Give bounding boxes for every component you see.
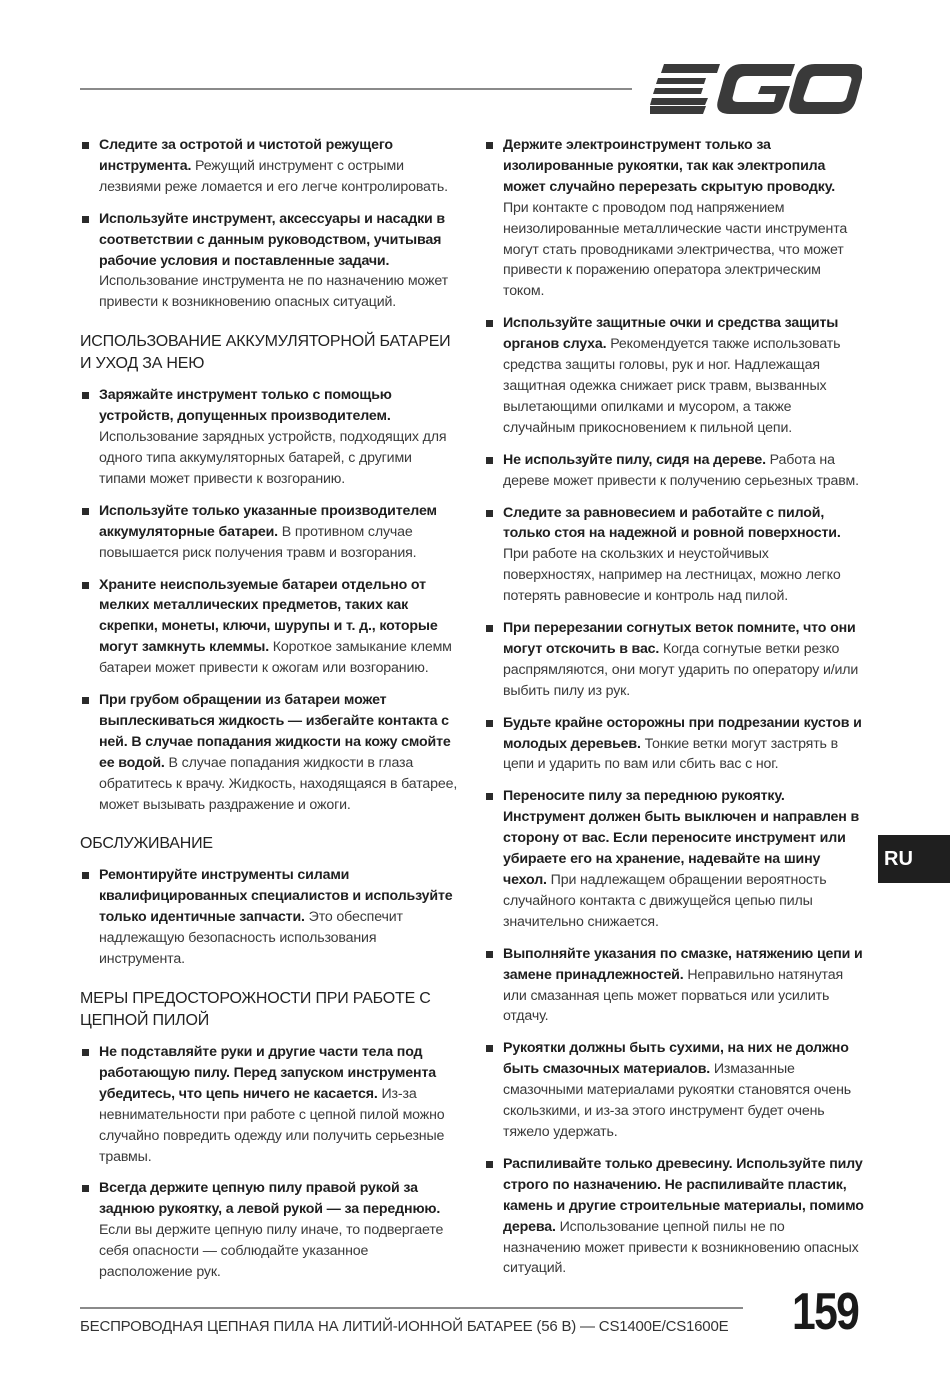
bullet-item [80,135,460,198]
bullet-item [484,503,864,608]
bullet-item [80,385,460,490]
bullet-body: При работе на скользких и неустойчивых поверхностях, например на лестницах, можно легко потерять равновесие и контроль над пилой. [503,546,841,605]
bullet-lead: Держите электроинструмент только за изолированные рукоятки, так как электропила может случайно перерезать скрытую проводку. [503,137,836,195]
bullet-body: Использование цепной пилы не по назначению может привести к возникновению опасных ситуаций. [503,1218,859,1277]
bullet-item [80,1042,460,1167]
left-column [80,135,460,1294]
bullet-body: При контакте с проводом под напряжением неизолированные металлические части инструмента могут стать проводниками электричества, что может привести к поражению оператора электрическим током. [503,199,848,300]
footer-rule [80,1307,743,1309]
bullet-body: Рекомендуется также использовать средства защиты головы, рук и ног. Надлежащая защитная одежка снижает риск травм, вызванных вылетающими опилками и мусором, а также случайным прикосновением к пильной цепи. [503,336,841,436]
bullet-item [484,786,864,932]
bullet-lead: При грубом обращении из батареи может выплескиваться жидкость — избегайте контакта с ней. В случае попадания жидкости на кожу смойте ее водой. [99,692,451,771]
bullet-item [80,1178,460,1283]
bullet-lead: Используйте защитные очки и средства защиты органов слуха. [503,315,839,353]
bullet-lead: Следите за равновесием и работайте с пилой, только стоя на надежной и ровной поверхности. [503,504,841,542]
bullet-lead: Не используйте пилу, сидя на дереве. [503,451,766,468]
section-heading: ОБСЛУЖИВАНИЕ [80,835,213,853]
bullet-item [80,501,460,564]
bullet-item [484,135,864,302]
bullet-lead: Переносите пилу за переднюю рукоятку. Инструмент должен быть выключен и направлен в сторону от вас. Если переносите инструмент или убираете его на хранение, надевайте на шину чехол. [503,788,860,888]
bullet-lead: Выполняйте указания по смазке, натяжению цепи и замене принадлежностей. [503,945,863,983]
bullet-lead: Следите за остротой и чистотой режущего инструмента. [99,137,393,174]
bullet-item [484,313,864,438]
bullet-item [484,713,864,776]
header-rule [80,88,632,90]
bullet-body: Короткое замыкание клемм батареи может привести к ожогам или возгоранию. [99,639,452,677]
square-bullet-icon [82,142,89,149]
bullet-lead: При перерезании согнутых веток помните, что они могут отскочить в вас. [503,620,856,657]
bullet-item [80,690,460,815]
square-bullet-icon [486,951,493,958]
bullet-body: Использование инструмента не по назначению может привести к возникновению опасных ситуаций. [99,273,448,311]
square-bullet-icon [82,697,89,704]
square-bullet-icon [82,216,89,223]
bullet-body: В случае попадания жидкости в глаза обратитесь к врачу. Жидкость, находящаяся в батарее, может вызывать раздражение и ожоги. [99,754,458,813]
square-bullet-icon [486,720,493,727]
square-bullet-icon [486,793,493,800]
bullet-body: Когда согнутые ветки резко распрямляются, они могут ударить по оператору и/или выбить пилу из рук. [503,640,859,699]
bullet-body: При надлежащем обращении вероятность случайного контакта с движущейся цепью пилы значительно снижается. [503,872,827,930]
bullet-lead: Распиливайте только древесину. Используйте пилу строго по назначению. Не распиливайте пластик, камень и другие строительные материалы, помимо дерева. [503,1155,864,1235]
bullet-lead: Используйте только указанные производителем аккумуляторные батареи. [99,502,437,540]
bullet-item [484,944,864,1028]
bullet-lead: Используйте инструмент, аксессуары и насадки в соответствии с данным руководством, учитывая рабочие условия и поставленные задачи. [99,210,445,269]
square-bullet-icon [82,508,89,515]
square-bullet-icon [486,1161,493,1168]
language-tab: RU [878,835,950,883]
bullet-body: Использование зарядных устройств, подходящих для одного типа аккумуляторных батарей, с другими типами может привести к возгоранию. [99,429,447,487]
square-bullet-icon [82,872,89,879]
bullet-lead: Будьте крайне осторожны при подрезании кустов и молодых деревьев. [503,714,862,752]
bullet-body: Это обеспечит надлежащую безопасность использования инструмента. [99,909,403,968]
footer-title: БЕСПРОВОДНАЯ ЦЕПНАЯ ПИЛА НА ЛИТИЙ-ИОННОЙ БАТАРЕЕ (56 В) — CS1400E/CS1600E [80,1318,729,1335]
bullet-body: Если вы держите цепную пилу иначе, то подвергаете себя опасности — соблюдайте указанное расположение рук. [99,1222,444,1281]
bullet-lead: Ремонтируйте инструменты силами квалифицированных специалистов и используйте только идентичные запчасти. [99,867,453,926]
bullet-lead: Рукоятки должны быть сухими, на них не должно быть смазочных материалов. [503,1040,849,1078]
right-column [484,135,864,1290]
ego-logo [650,64,862,114]
bullet-item [80,575,460,680]
square-bullet-icon [82,1049,89,1056]
square-bullet-icon [486,320,493,327]
square-bullet-icon [486,457,493,464]
bullet-item [80,209,460,314]
bullet-item [484,450,864,492]
bullet-item [484,1038,864,1143]
section-heading: МЕРЫ ПРЕДОСТОРОЖНОСТИ ПРИ РАБОТЕ С ЦЕПНОЙ ПИЛОЙ [80,990,431,1029]
square-bullet-icon [82,392,89,399]
square-bullet-icon [82,582,89,589]
bullet-body: Работа на дереве может привести к получению серьезных травм. [503,451,859,489]
bullet-item [484,1154,864,1279]
square-bullet-icon [486,142,493,149]
bullet-body: Из-за невнимательности при работе с цепной пилой можно случайно повредить одежду или получить серьезные травмы. [99,1085,445,1165]
square-bullet-icon [486,625,493,632]
bullet-item [80,865,460,970]
bullet-lead: Не подставляйте руки и другие части тела под работающую пилу. Перед запуском инструмента убедитесь, что цепь ничего не касается. [99,1044,436,1102]
square-bullet-icon [486,1045,493,1052]
bullet-item [484,618,864,702]
bullet-body: Тонкие ветки могут застрять в цепи и ударить по вам или сбить вас с ног. [503,735,838,773]
section-heading: ИСПОЛЬЗОВАНИЕ АККУМУЛЯТОРНОЙ БАТАРЕИ И УХОД ЗА НЕЮ [80,333,451,373]
square-bullet-icon [82,1185,89,1192]
bullet-body: Режущий инструмент с острыми лезвиями реже ломается и его легче контролировать. [99,157,448,195]
bullet-body: Измазанные смазочными материалами рукоятки становятся очень скользкими, и из-за этого инструмент будет очень тяжело удержать. [503,1061,851,1140]
bullet-lead: Всегда держите цепную пилу правой рукой за заднюю рукоятку, а левой рукой — за переднюю. [99,1180,441,1218]
square-bullet-icon [486,510,493,517]
bullet-body: В противном случае повышается риск получения травм и возгорания. [99,523,417,561]
bullet-lead: Храните неиспользуемые батареи отдельно от мелких металлических предметов, таких как скрепки, монеты, ключи, шурупы и т. д., которые могут замкнуть клеммы. [99,576,438,656]
bullet-lead: Заряжайте инструмент только с помощью устройств, допущенных производителем. [99,387,392,425]
page-number: 159 [792,1283,859,1341]
bullet-body: Неправильно натянутая или смазанная цепь может порваться или усилить отдачу. [503,966,844,1025]
